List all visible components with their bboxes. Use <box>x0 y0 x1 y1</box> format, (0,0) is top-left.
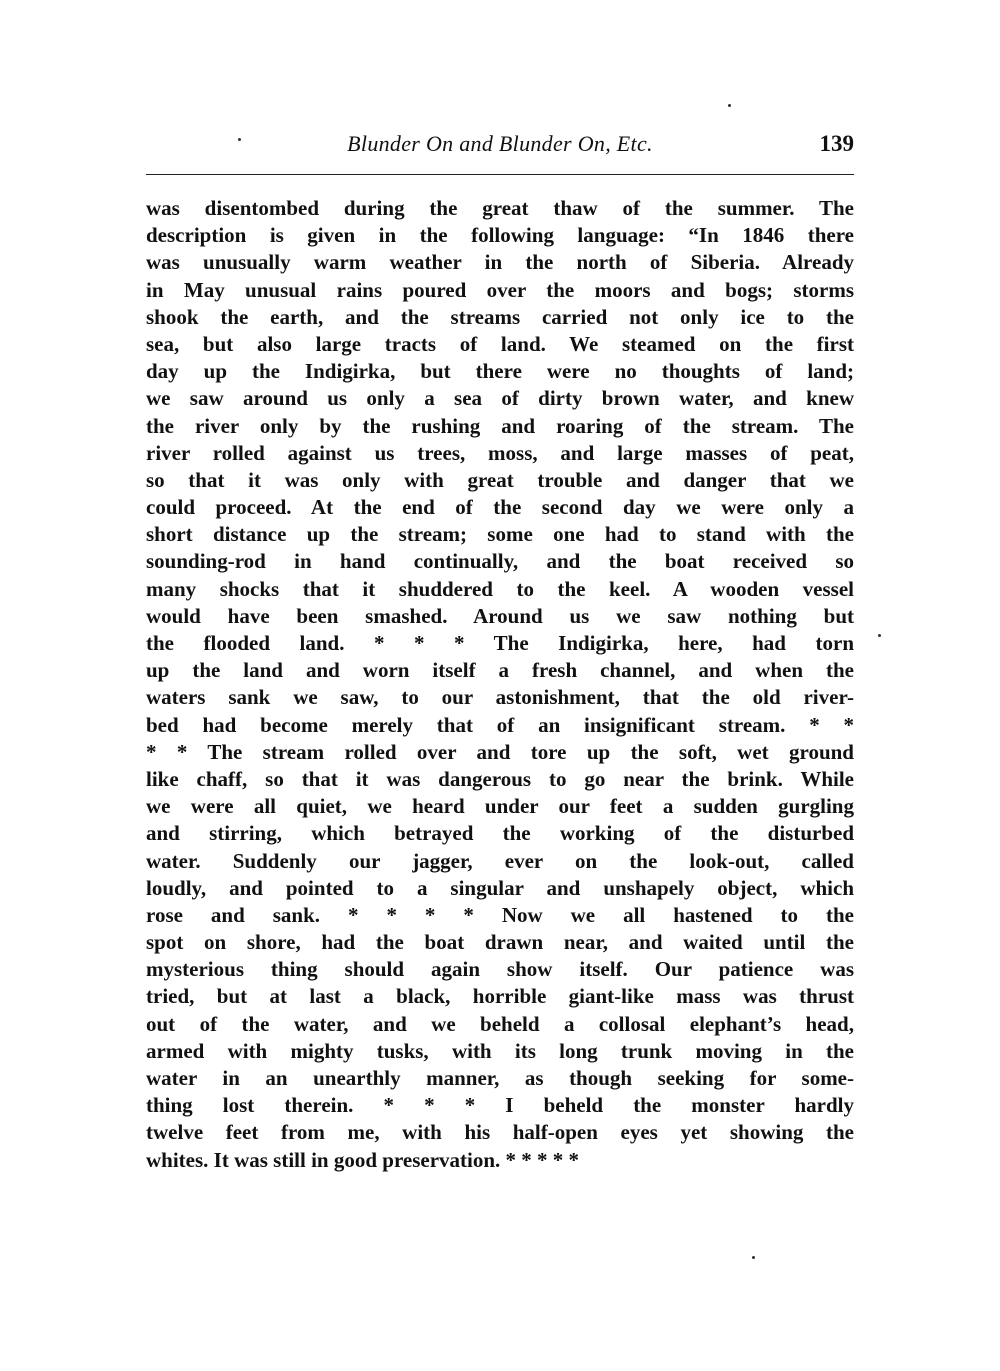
text-line: mysterious thing should again show itself. Our patience was <box>146 957 854 982</box>
text-line: out of the water, and we beheld a collosal elephant’s head, <box>146 1011 854 1036</box>
text-line: up the land and worn itself a fresh channel, and when the <box>146 658 854 683</box>
print-speck <box>728 104 731 107</box>
page-number: 139 <box>819 131 854 156</box>
text-line: could proceed. At the end of the second day we were only a <box>146 495 854 520</box>
print-speck <box>238 138 241 141</box>
running-head <box>146 128 854 160</box>
text-line: in May unusual rains poured over the moors and bogs; storms <box>146 277 854 302</box>
header-rule <box>146 174 854 175</box>
text-line: water in an unearthly manner, as though seeking for some- <box>146 1066 854 1090</box>
text-line: shook the earth, and the streams carried not only ice to the <box>146 304 854 329</box>
text-line: short distance up the stream; some one had to stand with the <box>146 522 854 547</box>
text-line: day up the Indigirka, but there were no thoughts of land; <box>146 359 854 384</box>
text-line: armed with mighty tusks, with its long trunk moving in the <box>146 1038 854 1063</box>
text-line: twelve feet from me, with his half-open eyes yet showing the <box>146 1120 854 1145</box>
text-line: rose and sank. * * * * Now we all hastened to the <box>146 902 854 927</box>
text-line: sounding-rod in hand continually, and the boat received so <box>146 549 854 574</box>
text-line: and stirring, which betrayed the working of the disturbed <box>146 821 854 846</box>
body-text <box>146 195 854 1174</box>
text-line: tried, but at last a black, horrible giant-like mass was thrust <box>146 984 854 1009</box>
text-line: waters sank we saw, to our astonishment, that the old river- <box>146 685 854 710</box>
print-speck <box>752 1256 755 1259</box>
text-line: was disentombed during the great thaw of the summer. The <box>146 196 854 220</box>
text-line: river rolled against us trees, moss, and large masses of peat, <box>146 440 854 465</box>
text-line: many shocks that it shuddered to the keel. A wooden vessel <box>146 576 854 601</box>
print-speck <box>878 634 881 637</box>
text-line: was unusually warm weather in the north of Siberia. Already <box>146 250 854 275</box>
text-line: loudly, and pointed to a singular and unshapely object, which <box>146 875 854 900</box>
text-line: like chaff, so that it was dangerous to go near the brink. While <box>146 766 854 791</box>
text-line: we saw around us only a sea of dirty brown water, and knew <box>146 386 854 411</box>
text-line: the river only by the rushing and roaring of the stream. The <box>146 413 854 438</box>
running-title: Blunder On and Blunder On, Etc. <box>347 131 653 156</box>
text-line: the flooded land. * * * The Indigirka, here, had torn <box>146 631 854 655</box>
text-line: thing lost therein. * * * I beheld the monster hardly <box>146 1093 854 1118</box>
text-line: would have been smashed. Around us we saw nothing but <box>146 603 854 628</box>
text-line: spot on shore, had the boat drawn near, and waited until the <box>146 930 854 955</box>
text-line: sea, but also large tracts of land. We steamed on the first <box>146 331 854 356</box>
text-line: so that it was only with great trouble and danger that we <box>146 467 854 492</box>
text-line: description is given in the following language: “In 1846 there <box>146 223 854 248</box>
text-line: water. Suddenly our jagger, ever on the look-out, called <box>146 848 854 873</box>
text-line: * * The stream rolled over and tore up the soft, wet ground <box>146 739 854 764</box>
text-line: bed had become merely that of an insignificant stream. * * <box>146 712 854 737</box>
text-line: whites. It was still in good preservation. * * * * * <box>146 1147 580 1172</box>
text-line: we were all quiet, we heard under our feet a sudden gurgling <box>146 794 854 819</box>
